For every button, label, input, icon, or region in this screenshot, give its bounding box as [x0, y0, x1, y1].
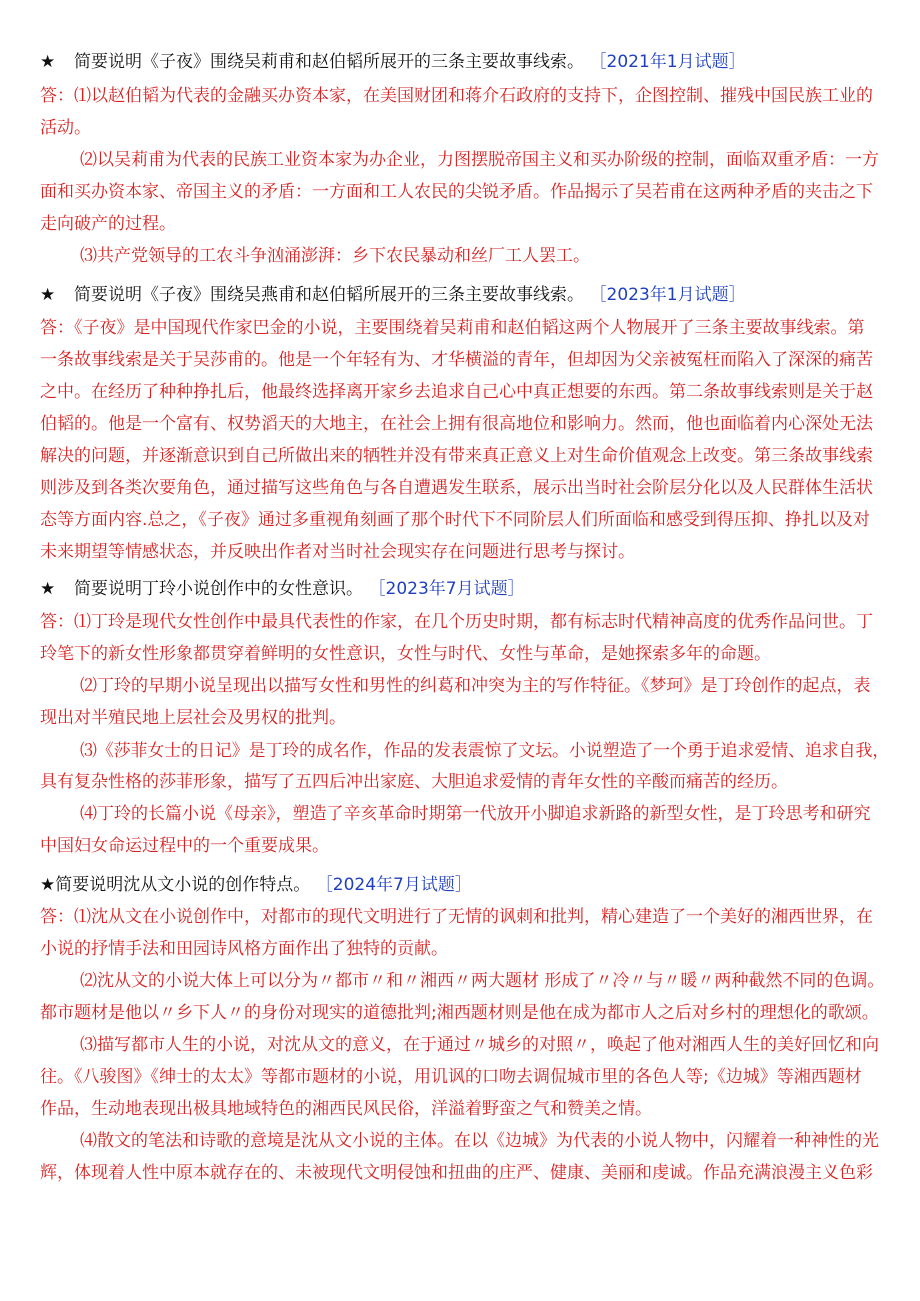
question-text: 简要说明《子夜》围绕吴燕甫和赵伯韬所展开的三条主要故事线索。 [74, 285, 584, 305]
exam-tag: ［2021年1月试题］ [598, 52, 746, 72]
star-icon: ★ [40, 285, 56, 305]
answer-line: ⑶描写都市人生的小说，对沈从文的意义，在于通过〃城乡的对照〃，唤起了他对湘西人生的美好回忆和向 [80, 1035, 879, 1055]
answer-line: 走向破产的过程。 [40, 214, 176, 234]
answer-line: 之中。在经历了种种挣扎后，他最终选择离开家乡去追求自己心中真正想要的东西。第二条故事线索则是关于赵 [40, 382, 873, 402]
answer-line: 答：⑴沈从文在小说创作中，对都市的现代文明进行了无情的讽刺和批判，精心建造了一个美好的湘西世界，在 [40, 907, 873, 927]
answer-line: 则涉及到各类次要角色，通过描写这些角色与各自遭遇发生联系，展示出当时社会阶层分化以及人民群体生活状 [40, 478, 873, 498]
answer-line: 小说的抒情手法和田园诗风格方面作出了独特的贡献。 [40, 939, 448, 959]
exam-tag: ［2023年7月试题］ [377, 579, 525, 599]
answer-line: 伯韬的。他是一个富有、权势滔天的大地主，在社会上拥有很高地位和影响力。然而，他也面临着内心深处无法 [40, 414, 873, 434]
answer-line: 答：⑴以赵伯韬为代表的金融买办资本家，在美国财团和蒋介石政府的支持下，企图控制、摧残中国民族工业的 [40, 86, 873, 106]
answer-line: 答：《子夜》是中国现代作家巴金的小说，主要围绕着吴莉甫和赵伯韬这两个人物展开了三条主要故事线索。第 [40, 318, 865, 338]
answer-line: 作品，生动地表现出极具地域特色的湘西民风民俗，洋溢着野蛮之气和赞美之情。 [40, 1099, 652, 1119]
question-4-heading [40, 873, 472, 897]
question-1-heading [40, 50, 746, 74]
question-text: 简要说明丁玲小说创作中的女性意识。 [74, 579, 363, 599]
answer-line: 未来期望等情感状态，并反映出作者对当时社会现实存在问题进行思考与探讨。 [40, 542, 635, 562]
answer-line: 都市题材是他以〃乡下人〃的身份对现实的道德批判;湘西题材则是他在成为都市人之后对乡村的理想化的歌颂。 [40, 1003, 879, 1023]
question-text: 简要说明《子夜》围绕吴莉甫和赵伯韬所展开的三条主要故事线索。 [74, 52, 584, 72]
answer-line: 玲笔下的新女性形象都贯穿着鲜明的女性意识，女性与时代、女性与革命，是她探索多年的命题。 [40, 644, 771, 664]
star-icon: ★ [40, 52, 56, 72]
answer-line: ⑵以吴莉甫为代表的民族工业资本家为办企业，力图摆脱帝国主义和买办阶级的控制，面临双重矛盾：一方 [80, 150, 879, 170]
answer-line: 具有复杂性格的莎菲形象，描写了五四后冲出家庭、大胆追求爱情的青年女性的辛酸而痛苦的经历。 [40, 772, 788, 792]
star-icon: ★ [40, 579, 56, 599]
question-3-heading [40, 577, 525, 601]
question-text: 简要说明沈从文小说的创作特点。 [55, 875, 311, 895]
question-2-heading [40, 283, 746, 307]
answer-line: ⑶共产党领导的工农斗争汹涌澎湃：乡下农民暴动和丝厂工人罢工。 [80, 246, 590, 266]
answer-line: ⑶《莎菲女士的日记》是丁玲的成名作，作品的发表震惊了文坛。小说塑造了一个勇于追求爱情、追求自我， [80, 740, 890, 760]
answer-line: 面和买办资本家、帝国主义的矛盾：一方面和工人农民的尖锐矛盾。作品揭示了吴若甫在这两种矛盾的夹击之下 [40, 182, 873, 202]
answer-line: 中国妇女命运过程中的一个重要成果。 [40, 836, 329, 856]
answer-line: 辉，体现着人性中原本就存在的、未被现代文明侵蚀和扭曲的庄严、健康、美丽和虔诚。作品充满浪漫主义色彩 [40, 1163, 873, 1183]
answer-line: 现出对半殖民地上层社会及男权的批判。 [40, 708, 346, 728]
answer-line: 活动。 [40, 118, 91, 138]
answer-line: 答：⑴丁玲是现代女性创作中最具代表性的作家，在几个历史时期，都有标志时代精神高度的优秀作品问世。丁 [40, 612, 873, 632]
star-icon: ★ [40, 875, 56, 895]
answer-line: 解决的问题，并逐渐意识到自己所做出来的牺牲并没有带来真正意义上对生命价值观念上改变。第三条故事线索 [40, 446, 873, 466]
answer-line: ⑷散文的笔法和诗歌的意境是沈从文小说的主体。在以《边城》为代表的小说人物中，闪耀着一种神性的光 [80, 1131, 879, 1151]
answer-line: ⑷丁玲的长篇小说《母亲》，塑造了辛亥革命时期第一代放开小脚追求新路的新型女性，是丁玲思考和研究 [80, 804, 871, 824]
answer-line: 一条故事线索是关于吴莎甫的。他是一个年轻有为、才华横溢的青年，但却因为父亲被冤枉而陷入了深深的痛苦 [40, 350, 873, 370]
exam-tag: ［2023年1月试题］ [598, 285, 746, 305]
exam-tag: ［2024年7月试题］ [324, 875, 472, 895]
answer-line: 往。《八骏图》《绅士的太太》等都市题材的小说，用讥讽的口吻去调侃城市里的各色人等;《边城》等湘西题材 [40, 1067, 862, 1087]
answer-line: ⑵沈从文的小说大体上可以分为〃都市〃和〃湘西〃两大题材 形成了〃冷〃与〃暖〃两种截然不同的色调。 [80, 971, 885, 991]
answer-line: 态等方面内容.总之，《子夜》通过多重视角刻画了那个时代下不同阶层人们所面临和感受到得压抑、挣扎以及对 [40, 510, 870, 530]
answer-line: ⑵丁玲的早期小说呈现出以描写女性和男性的纠葛和冲突为主的写作特征。《梦珂》是丁玲创作的起点，表 [80, 676, 871, 696]
